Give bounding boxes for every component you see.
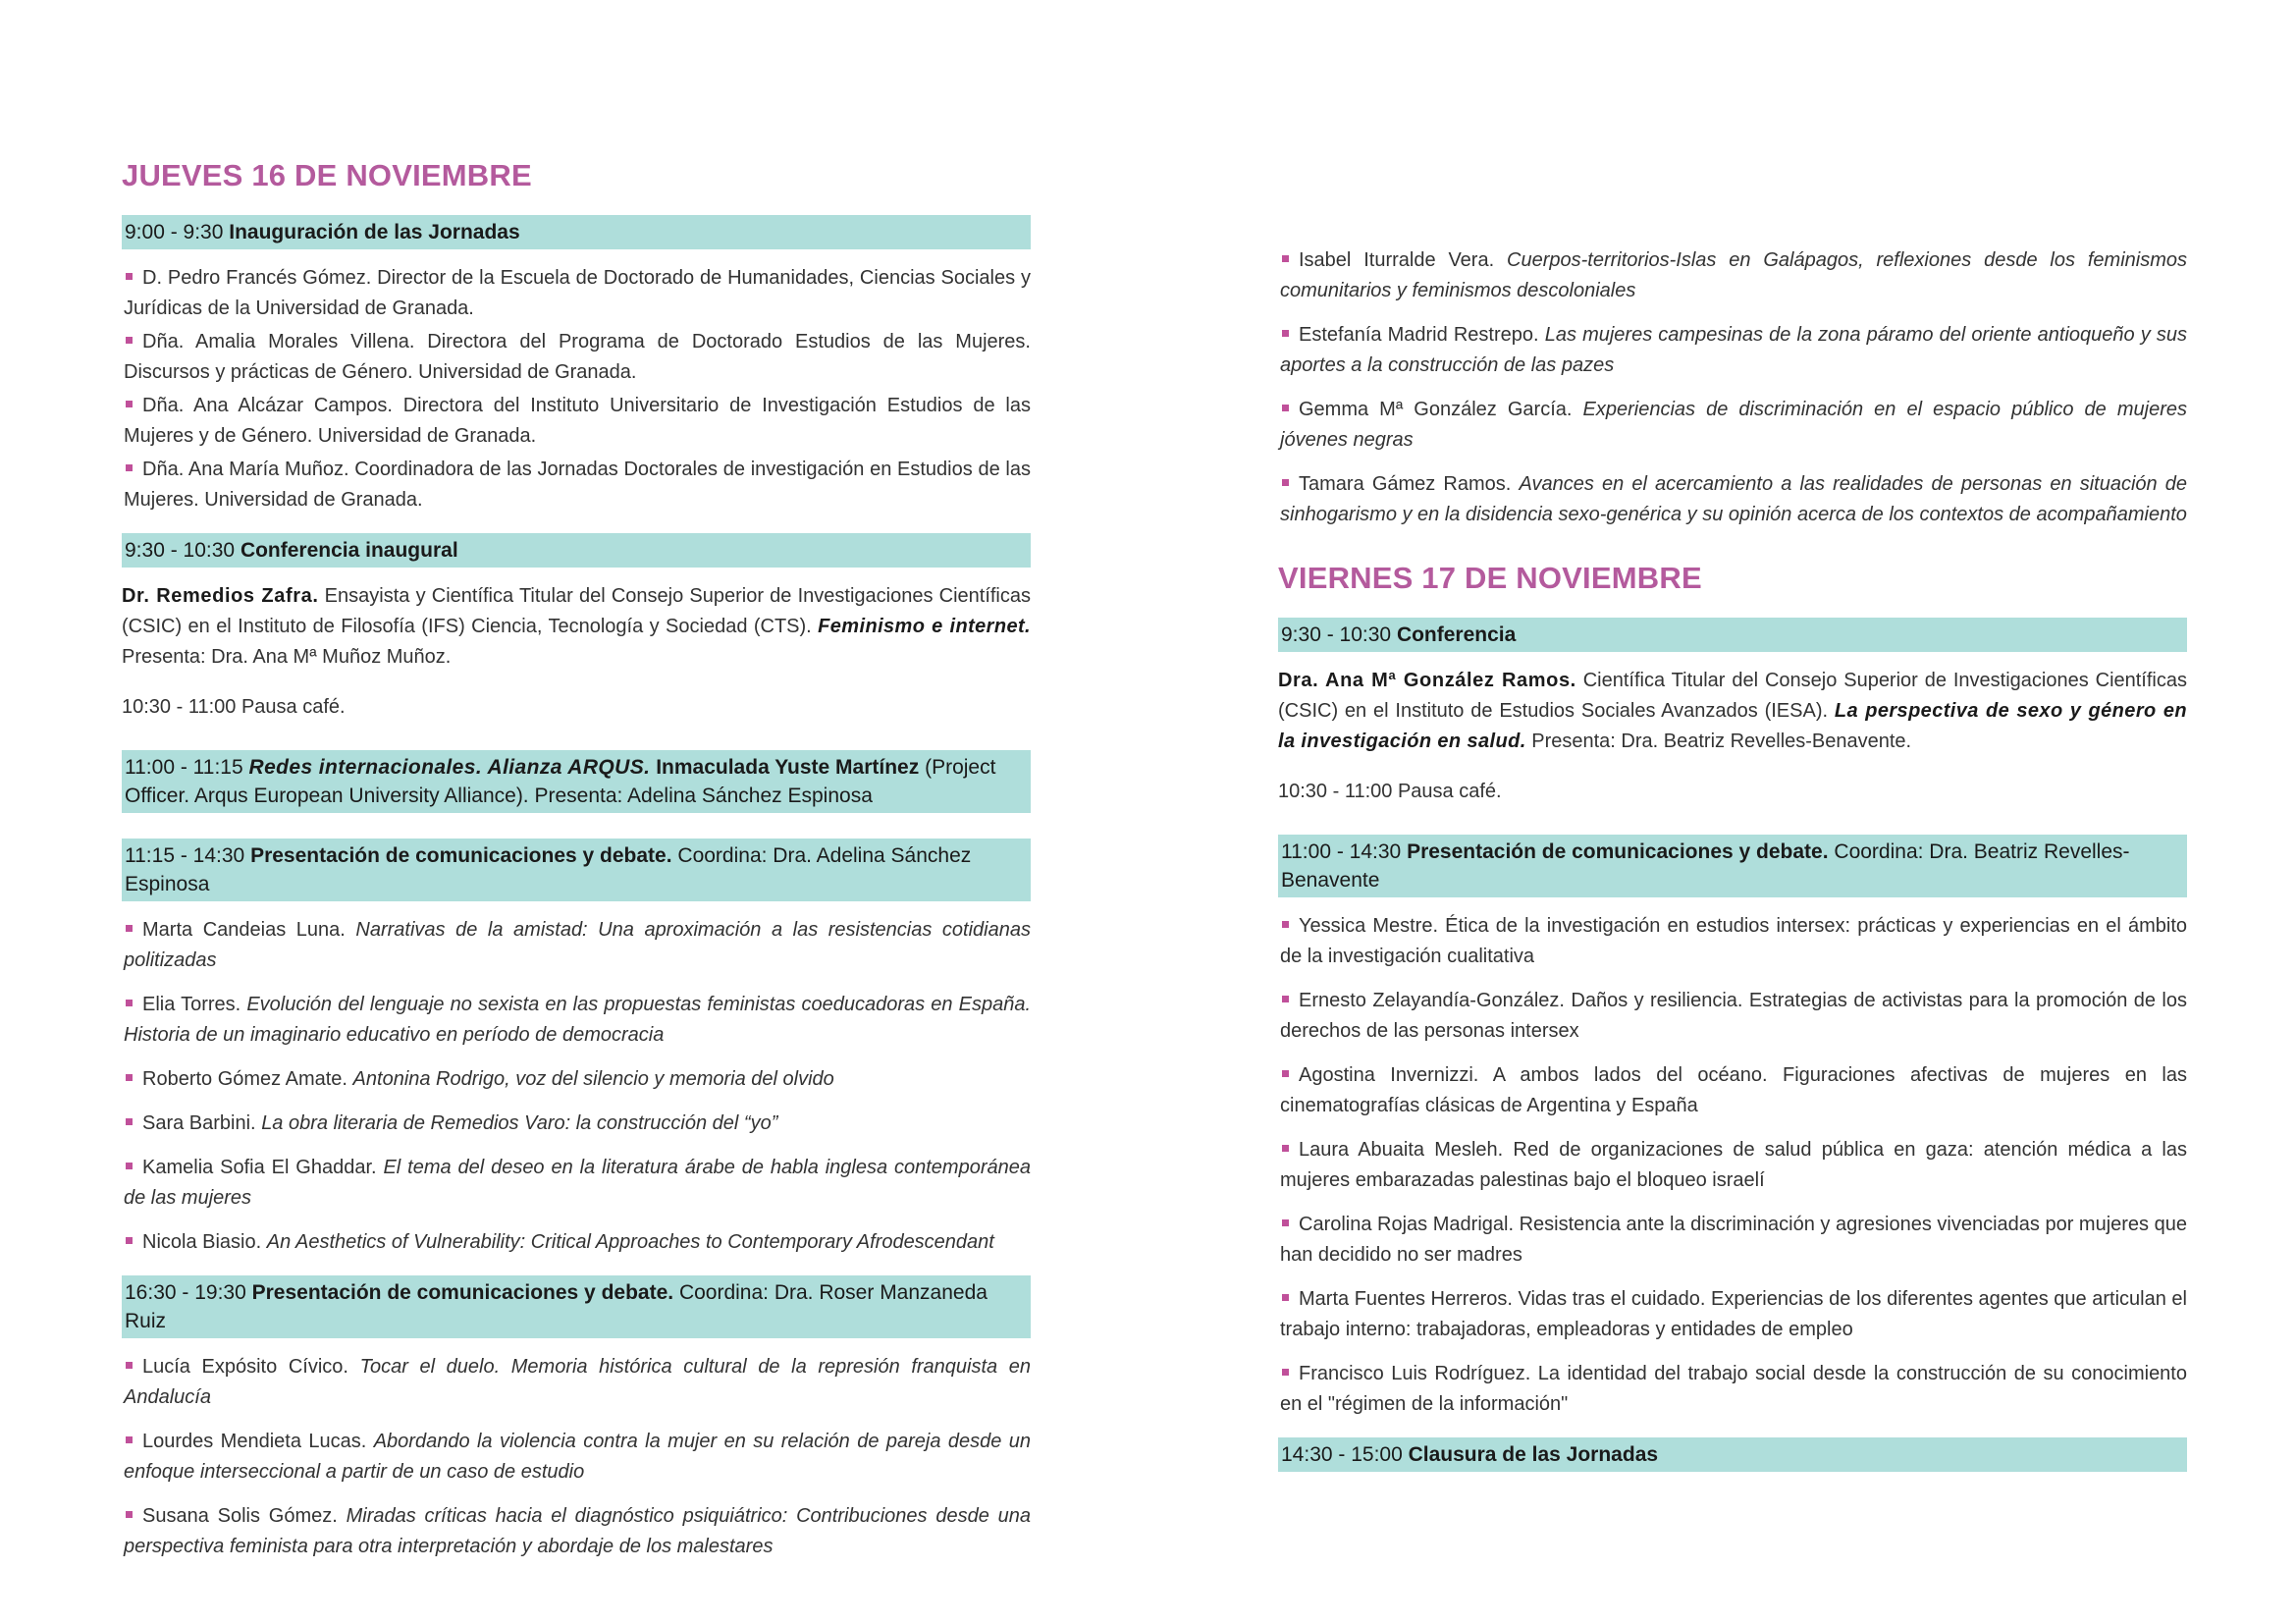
- session-bar-closing: [1278, 1437, 2187, 1472]
- session-coordinator: Coordina: Dra. Beatriz Revelles-Benavente: [1281, 840, 2130, 893]
- session-title: Conferencia inaugural: [240, 539, 458, 563]
- speaker-name: Dr. Remedios Zafra.: [122, 585, 319, 608]
- coffee-break: 10:30 - 11:00 Pausa café.: [122, 696, 346, 719]
- bullet-square-icon: [1282, 1070, 1289, 1077]
- list-item: Dña. Ana Alcázar Campos. Directora del Instituto Universitario de Investigación Estudios de las Mujeres y de Género. Universidad de Granada.: [124, 395, 1031, 448]
- speaker-name: Inmaculada Yuste Martínez: [656, 756, 920, 780]
- list-item: Estefanía Madrid Restrepo. Las mujeres campesinas de la zona páramo del oriente antioqueño y sus aportes a la construcción de las pazes: [1280, 324, 2187, 376]
- bullet-square-icon: [1282, 996, 1289, 1002]
- bullet-square-icon: [126, 1118, 133, 1125]
- list-item: Marta Candeias Luna. Narrativas de la amistad: Una aproximación a las resistencias cotidianas politizadas: [124, 919, 1031, 972]
- coffee-break: 10:30 - 11:00 Pausa café.: [1278, 781, 1502, 803]
- communications-list-morning: [122, 915, 1031, 1258]
- list-item: Lucía Expósito Cívico. Tocar el duelo. Memoria histórica cultural de la represión franquista en Andalucía: [124, 1356, 1032, 1409]
- session-time: 9:00 - 9:30: [125, 221, 224, 244]
- bullet-square-icon: [1282, 1219, 1289, 1226]
- bullet-square-icon: [1282, 1369, 1289, 1376]
- bullet-square-icon: [1282, 1294, 1289, 1301]
- session-coordinator: Coordina: Dra. Roser Manzaneda Ruiz: [125, 1281, 988, 1333]
- session-bar-communications-friday: [1278, 835, 2187, 897]
- talk-title: Feminismo e internet.: [818, 616, 1032, 638]
- bullet-square-icon: [126, 1511, 133, 1518]
- bullet-square-icon: [126, 337, 133, 344]
- bullet-square-icon: [1282, 405, 1289, 411]
- list-item: Sara Barbini. La obra literaria de Remedios Varo: la construcción del “yo”: [122, 1109, 1031, 1139]
- list-item: Marta Fuentes Herreros. Vidas tras el cuidado. Experiencias de los diferentes agentes que articulan el trabajo interno: trabajadoras, empleadoras y entidades de empleo: [1280, 1288, 2187, 1341]
- list-item: Isabel Iturralde Vera. Cuerpos-territorios-Islas en Galápagos, reflexiones desde los feminismos comunitarios y feminismos descoloniales: [1280, 249, 2187, 301]
- keynote-description: Dr. Remedios Zafra. Ensayista y Científica Titular del Consejo Superior de Investigaciones Científicas (CSIC) en el Instituto de Filosofía (IFS) Ciencia, Tecnología y Sociedad (CTS). Feminismo e internet. Presenta: Dra. Ana Mª Muñoz Muñoz.: [122, 585, 1032, 669]
- session-title: Presentación de comunicaciones y debate.: [250, 844, 672, 868]
- bullet-square-icon: [126, 925, 133, 932]
- bullet-square-icon: [1282, 255, 1289, 262]
- session-time: 11:00 - 11:15: [125, 756, 243, 780]
- session-title: Inauguración de las Jornadas: [229, 221, 520, 244]
- session-title: Presentación de comunicaciones y debate.: [251, 1281, 674, 1305]
- communications-list-continued: [1278, 245, 2187, 530]
- list-item: Nicola Biasio. An Aesthetics of Vulnerability: Critical Approaches to Contemporary Afrodescendant: [122, 1227, 1031, 1258]
- list-item: Dña. Ana María Muñoz. Coordinadora de las Jornadas Doctorales de investigación en Estudios de las Mujeres. Universidad de Granada.: [124, 459, 1031, 512]
- list-item: Kamelia Sofia El Ghaddar. El tema del deseo en la literatura árabe de habla inglesa contemporánea de las mujeres: [124, 1157, 1031, 1210]
- session-title: Clausura de las Jornadas: [1408, 1443, 1659, 1467]
- session-time: 14:30 - 15:00: [1281, 1443, 1403, 1467]
- day-title-thursday: JUEVES 16 DE NOVIEMBRE: [122, 158, 532, 192]
- bullet-square-icon: [126, 1074, 133, 1081]
- session-coordinator: Coordina: Dra. Adelina Sánchez Espinosa: [125, 844, 972, 896]
- list-item: Gemma Mª González García. Experiencias de discriminación en el espacio público de mujeres jóvenes negras: [1280, 399, 2187, 451]
- inauguration-speakers-list: [122, 263, 1031, 515]
- list-item: Ernesto Zelayandía-González. Daños y resiliencia. Estrategias de activistas para la promoción de los derechos de las personas intersex: [1280, 990, 2187, 1043]
- list-item: Lourdes Mendieta Lucas. Abordando la violencia contra la mujer en su relación de pareja desde un enfoque interseccional a partir de un caso de estudio: [124, 1431, 1031, 1484]
- session-time: 9:30 - 10:30: [1281, 623, 1392, 647]
- bullet-square-icon: [1282, 1145, 1289, 1152]
- list-item: Carolina Rojas Madrigal. Resistencia ante la discriminación y agresiones vivenciadas por mujeres que han decidido no ser madres: [1280, 1214, 2187, 1267]
- bullet-square-icon: [126, 464, 133, 471]
- session-time: 11:00 - 14:30: [1281, 840, 1402, 864]
- list-item: D. Pedro Francés Gómez. Director de la Escuela de Doctorado de Humanidades, Ciencias Sociales y Jurídicas de la Universidad de Granada.: [124, 267, 1031, 320]
- session-bar-communications-morning: [122, 839, 1031, 901]
- bullet-square-icon: [126, 1163, 133, 1169]
- bullet-square-icon: [126, 401, 133, 407]
- bullet-square-icon: [1282, 330, 1289, 337]
- bullet-square-icon: [126, 1362, 133, 1369]
- bullet-square-icon: [126, 1000, 133, 1006]
- session-time: 16:30 - 19:30: [125, 1281, 246, 1305]
- right-column: [1278, 245, 2187, 1486]
- communications-list-afternoon: [122, 1352, 1031, 1562]
- session-bar-inauguration: [122, 215, 1031, 249]
- session-bar-arqus: 11:00 - 11:15 Redes internacionales. Alianza ARQUS. Inmaculada Yuste Martínez (Project Officer. Arqus European University Alliance). Presenta: Adelina Sánchez Espinosa: [122, 750, 1031, 813]
- speaker-name: Dra. Ana Mª González Ramos.: [1278, 670, 1576, 692]
- bullet-square-icon: [126, 1237, 133, 1244]
- bullet-square-icon: [126, 273, 133, 280]
- session-bar-conference: [1278, 618, 2187, 652]
- bullet-square-icon: [1282, 921, 1289, 928]
- list-item: Laura Abuaita Mesleh. Red de organizaciones de salud pública en gaza: atención médica a las mujeres embarazadas palestinas bajo el bloqueo israelí: [1280, 1139, 2187, 1192]
- communications-list-friday: [1278, 911, 2187, 1420]
- session-title: Redes internacionales. Alianza ARQUS.: [248, 756, 651, 780]
- session-time: 11:15 - 14:30: [125, 844, 245, 868]
- list-item: Susana Solis Gómez. Miradas críticas hacia el diagnóstico psiquiátrico: Contribuciones desde una perspectiva feminista para otra interpretación y abordaje de los malestares: [124, 1505, 1031, 1558]
- list-item: Dña. Amalia Morales Villena. Directora del Programa de Doctorado Estudios de las Mujeres. Discursos y prácticas de Género. Universidad de Granada.: [124, 331, 1031, 384]
- session-bar-communications-afternoon: [122, 1275, 1031, 1338]
- talk-title: La perspectiva de sexo y género en la investigación en salud.: [1278, 700, 2187, 753]
- day-title-friday: VIERNES 17 DE NOVIEMBRE: [1278, 561, 1702, 595]
- list-item: Yessica Mestre. Ética de la investigación en estudios intersex: prácticas y experiencias en el ámbito de la investigación cualitativa: [1280, 915, 2187, 968]
- session-title: Conferencia: [1396, 623, 1517, 647]
- list-item: Agostina Invernizzi. A ambos lados del océano. Figuraciones afectivas de mujeres en las cinematografías clásicas de Argentina y España: [1280, 1064, 2187, 1117]
- session-bar-keynote: [122, 533, 1031, 568]
- session-time: 9:30 - 10:30: [125, 539, 236, 563]
- list-item: Roberto Gómez Amate. Antonina Rodrigo, voz del silencio y memoria del olvido: [122, 1064, 1031, 1095]
- list-item: Francisco Luis Rodríguez. La identidad del trabajo social desde la construcción de su conocimiento en el "régimen de la información": [1280, 1363, 2187, 1416]
- left-column: [122, 157, 1031, 1580]
- bullet-square-icon: [1282, 479, 1289, 486]
- list-item: Elia Torres. Evolución del lenguaje no sexista en las propuestas feministas coeducadoras en España. Historia de un imaginario educativo en período de democracia: [124, 994, 1032, 1047]
- list-item: Tamara Gámez Ramos. Avances en el acercamiento a las realidades de personas en situación de sinhogarismo y en la disidencia sexo-genérica y su opinión acerca de los contextos de acompañamiento: [1280, 473, 2188, 525]
- session-title: Presentación de comunicaciones y debate.: [1407, 840, 1829, 864]
- conference-description: Dra. Ana Mª González Ramos. Científica Titular del Consejo Superior de Investigaciones Científicas (CSIC) en el Instituto de Estudios Sociales Avanzados (IESA). La perspectiva de sexo y género en la investigación en salud. Presenta: Dra. Beatriz Revelles-Benavente.: [1278, 670, 2187, 753]
- bullet-square-icon: [126, 1436, 133, 1443]
